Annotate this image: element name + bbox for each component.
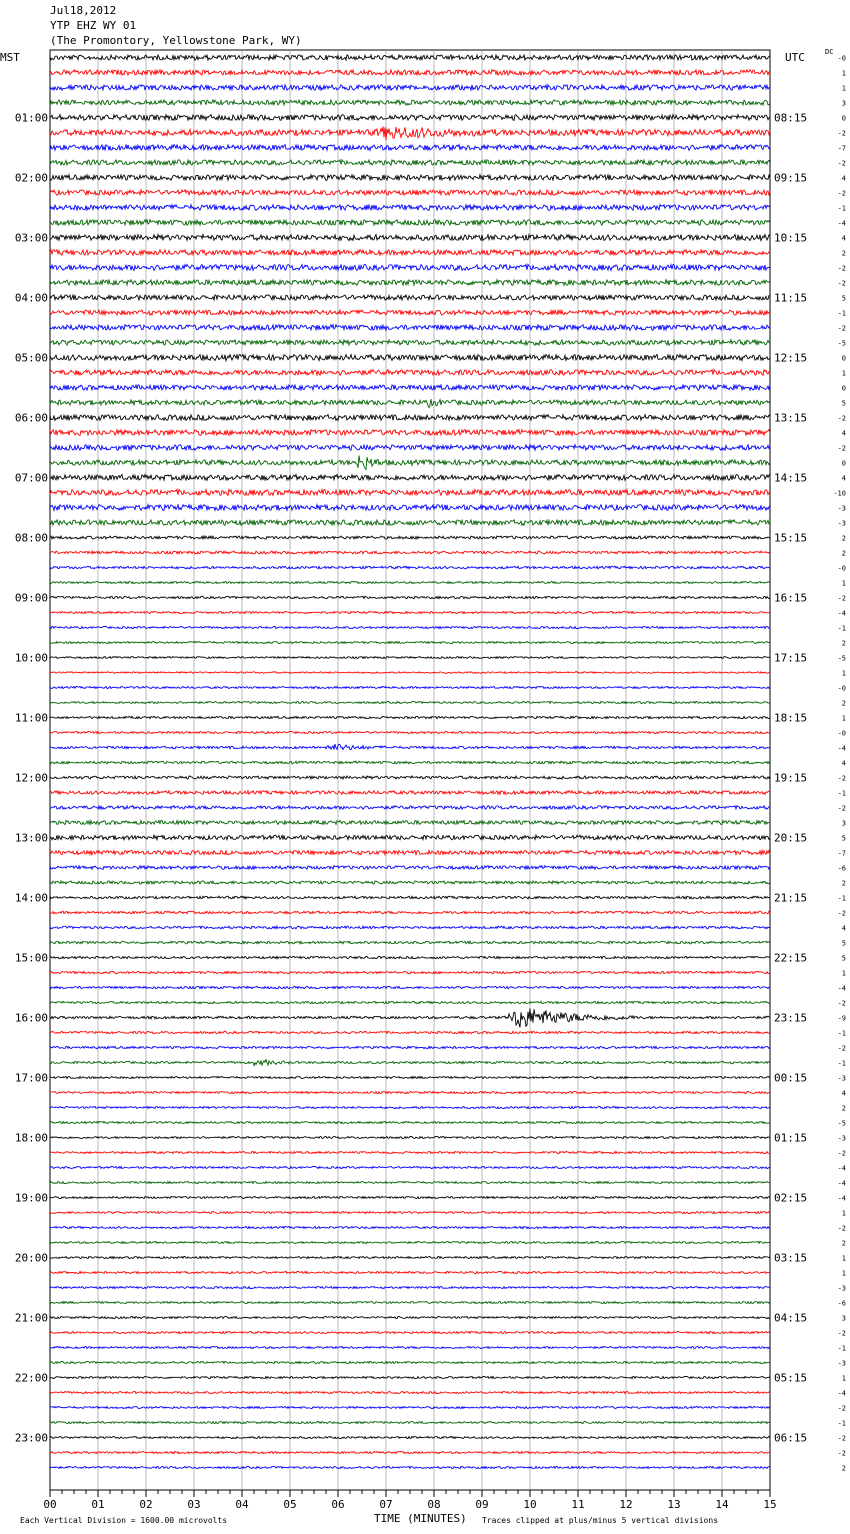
dc-offset-label: -0 — [837, 54, 846, 63]
trace-row-18 — [50, 325, 770, 330]
dc-offset-label: 5 — [841, 399, 846, 408]
mst-hour-label: 19:00 — [14, 1191, 48, 1205]
dc-offset-label: 1 — [841, 969, 846, 978]
header-station: YTP EHZ WY 01 — [50, 19, 137, 32]
dc-offset-label: -2 — [837, 774, 846, 783]
mst-hour-label: 18:00 — [14, 1131, 48, 1145]
trace-row-63 — [50, 1001, 770, 1003]
trace-row-28 — [50, 475, 770, 481]
trace-row-46 — [50, 744, 770, 750]
trace-row-85 — [50, 1331, 770, 1333]
trace-row-93 — [50, 1451, 770, 1453]
utc-hour-label: 19:15 — [774, 771, 808, 785]
dc-offset-label: -2 — [837, 1329, 846, 1338]
x-tick-label: 05 — [283, 1498, 297, 1511]
dc-offset-label: -0 — [837, 729, 846, 738]
dc-offset-label: 3 — [841, 1314, 846, 1323]
dc-offset-label: -1 — [837, 1344, 846, 1353]
trace-row-3 — [50, 100, 770, 105]
dc-offset-label: -1 — [837, 204, 846, 213]
trace-row-86 — [50, 1346, 770, 1348]
trace-row-47 — [50, 761, 770, 764]
dc-offset-label: -1 — [837, 1029, 846, 1038]
x-tick-label: 06 — [331, 1498, 345, 1511]
dc-offset-label: 5 — [841, 294, 846, 303]
mst-hour-label: 17:00 — [14, 1071, 48, 1085]
x-tick-label: 10 — [523, 1498, 537, 1511]
trace-row-67 — [50, 1060, 770, 1066]
dc-offset-label: -3 — [837, 1134, 846, 1143]
dc-offset-label: 3 — [841, 99, 846, 108]
dc-offset-label: -2 — [837, 129, 846, 138]
mst-hour-label: 11:00 — [14, 711, 48, 725]
dc-offset-label: 4 — [841, 429, 846, 438]
mst-hour-label: 16:00 — [14, 1011, 48, 1025]
mst-hour-label: 10:00 — [14, 651, 48, 665]
utc-hour-label: 00:15 — [774, 1071, 808, 1085]
dc-offset-label: -2 — [837, 1434, 846, 1443]
dc-offset-label: -2 — [837, 1224, 846, 1233]
trace-row-14 — [50, 264, 770, 270]
trace-row-16 — [50, 295, 770, 300]
dc-offset-label: -2 — [837, 279, 846, 288]
trace-row-42 — [50, 686, 770, 688]
trace-row-55 — [50, 881, 770, 884]
trace-row-87 — [50, 1361, 770, 1363]
x-tick-label: 01 — [91, 1498, 105, 1511]
x-tick-label: 11 — [571, 1498, 585, 1511]
dc-offset-label: -4 — [837, 1164, 846, 1173]
x-tick-label: 15 — [763, 1498, 777, 1511]
dc-offset-label: -4 — [837, 1179, 846, 1188]
x-tick-label: 14 — [715, 1498, 729, 1511]
trace-row-19 — [50, 340, 770, 345]
trace-row-6 — [50, 145, 770, 151]
dc-offset-label: 0 — [841, 384, 846, 393]
trace-row-77 — [50, 1211, 770, 1213]
trace-row-39 — [50, 641, 770, 643]
header-date: Jul18,2012 — [50, 4, 117, 17]
dc-offset-label: 3 — [841, 819, 846, 828]
trace-row-31 — [50, 520, 770, 525]
trace-row-35 — [50, 581, 770, 583]
dc-offset-label: -7 — [837, 144, 846, 153]
header-location: (The Promontory, Yellowstone Park, WY) — [50, 34, 302, 47]
dc-offset-label: -1 — [837, 624, 846, 633]
mst-hour-label: 02:00 — [14, 171, 48, 185]
trace-row-92 — [50, 1436, 770, 1438]
trace-row-84 — [50, 1316, 770, 1318]
dc-offset-label: -3 — [837, 1074, 846, 1083]
mst-hour-label: 05:00 — [14, 351, 48, 365]
trace-row-10 — [50, 205, 770, 211]
trace-row-11 — [50, 220, 770, 225]
dc-offset-label: 4 — [841, 174, 846, 183]
trace-row-43 — [50, 701, 770, 703]
dc-offset-label: 4 — [841, 474, 846, 483]
trace-row-41 — [50, 672, 770, 674]
x-tick-label: 13 — [667, 1498, 681, 1511]
mst-hour-label: 13:00 — [14, 831, 48, 845]
dc-offset-label: -2 — [837, 1404, 846, 1413]
trace-row-78 — [50, 1226, 770, 1228]
dc-offset-label: -2 — [837, 189, 846, 198]
trace-row-82 — [50, 1286, 770, 1288]
trace-row-22 — [50, 385, 770, 390]
mst-hour-label: 03:00 — [14, 231, 48, 245]
trace-row-33 — [50, 551, 770, 554]
dc-offset-label: -2 — [837, 804, 846, 813]
dc-offset-label: 2 — [841, 639, 846, 648]
mst-hour-label: 09:00 — [14, 591, 48, 605]
utc-hour-label: 09:15 — [774, 171, 808, 185]
dc-offset-label: 1 — [841, 579, 846, 588]
utc-hour-label: 02:15 — [774, 1191, 808, 1205]
dc-offset-label: 0 — [841, 459, 846, 468]
dc-offset-label: -2 — [837, 159, 846, 168]
utc-hour-label: 11:15 — [774, 291, 808, 305]
trace-row-73 — [50, 1151, 770, 1153]
dc-offset-label: 1 — [841, 1209, 846, 1218]
utc-axis-title: UTC — [785, 51, 805, 64]
x-tick-label: 08 — [427, 1498, 441, 1511]
mst-axis-title: MST — [0, 51, 20, 64]
mst-hour-label: 04:00 — [14, 291, 48, 305]
utc-hour-label: 04:15 — [774, 1311, 808, 1325]
trace-row-15 — [50, 280, 770, 286]
trace-row-89 — [50, 1391, 770, 1393]
trace-row-81 — [50, 1271, 770, 1273]
x-tick-label: 00 — [43, 1498, 57, 1511]
trace-row-94 — [50, 1466, 770, 1468]
dc-offset-label: -2 — [837, 264, 846, 273]
trace-row-23 — [50, 399, 770, 407]
utc-hour-label: 18:15 — [774, 711, 808, 725]
dc-offset-label: -1 — [837, 1059, 846, 1068]
trace-row-49 — [50, 791, 770, 795]
trace-row-37 — [50, 611, 770, 613]
trace-row-12 — [50, 234, 770, 240]
mst-hour-label: 14:00 — [14, 891, 48, 905]
mst-hour-label: 07:00 — [14, 471, 48, 485]
trace-row-74 — [50, 1166, 770, 1168]
dc-offset-label: -2 — [837, 444, 846, 453]
dc-offset-label: -2 — [837, 909, 846, 918]
dc-offset-label: 2 — [841, 879, 846, 888]
trace-row-57 — [50, 911, 770, 914]
mst-hour-label: 08:00 — [14, 531, 48, 545]
trace-row-65 — [50, 1031, 770, 1033]
trace-row-9 — [50, 190, 770, 195]
dc-offset-label: 1 — [841, 714, 846, 723]
dc-offset-label: 4 — [841, 924, 846, 933]
trace-row-83 — [50, 1301, 770, 1303]
x-tick-label: 09 — [475, 1498, 489, 1511]
trace-row-8 — [50, 175, 770, 181]
trace-row-50 — [50, 806, 770, 810]
dc-offset-label: -3 — [837, 519, 846, 528]
trace-row-52 — [50, 835, 770, 840]
trace-row-4 — [50, 115, 770, 121]
dc-offset-label: 2 — [841, 699, 846, 708]
dc-offset-label: 5 — [841, 939, 846, 948]
dc-offset-label: -4 — [837, 609, 846, 618]
dc-offset-label: 1 — [841, 84, 846, 93]
utc-hour-label: 13:15 — [774, 411, 808, 425]
dc-offset-label: -0 — [837, 564, 846, 573]
dc-offset-label: 1 — [841, 69, 846, 78]
dc-offset-label: -7 — [837, 849, 846, 858]
dc-offset-label: 5 — [841, 954, 846, 963]
dc-offset-label: -6 — [837, 1299, 846, 1308]
utc-hour-label: 16:15 — [774, 591, 808, 605]
trace-row-40 — [50, 657, 770, 659]
trace-row-69 — [50, 1091, 770, 1093]
trace-row-53 — [50, 850, 770, 854]
trace-row-90 — [50, 1406, 770, 1408]
dc-axis-title: DC — [825, 48, 834, 56]
dc-offset-label: 2 — [841, 1104, 846, 1113]
trace-row-66 — [50, 1046, 770, 1048]
dc-offset-label: -1 — [837, 789, 846, 798]
utc-hour-label: 20:15 — [774, 831, 808, 845]
trace-row-79 — [50, 1241, 770, 1243]
trace-row-59 — [50, 941, 770, 944]
trace-row-62 — [50, 986, 770, 988]
trace-row-51 — [50, 820, 770, 824]
x-axis-label: TIME (MINUTES) — [374, 1512, 467, 1525]
utc-hour-label: 15:15 — [774, 531, 808, 545]
mst-hour-label: 21:00 — [14, 1311, 48, 1325]
trace-row-20 — [50, 354, 770, 360]
x-tick-label: 07 — [379, 1498, 393, 1511]
trace-row-71 — [50, 1121, 770, 1123]
dc-offset-label: -4 — [837, 744, 846, 753]
trace-row-88 — [50, 1376, 770, 1378]
trace-row-44 — [50, 716, 770, 718]
dc-offset-label: -4 — [837, 1389, 846, 1398]
mst-hour-label: 22:00 — [14, 1371, 48, 1385]
utc-hour-label: 08:15 — [774, 111, 808, 125]
mst-hour-label: 12:00 — [14, 771, 48, 785]
trace-row-0 — [50, 55, 770, 60]
dc-offset-label: 1 — [841, 369, 846, 378]
dc-offset-label: 4 — [841, 759, 846, 768]
trace-row-58 — [50, 926, 770, 929]
trace-row-17 — [50, 310, 770, 315]
dc-offset-label: -6 — [837, 864, 846, 873]
utc-hour-label: 14:15 — [774, 471, 808, 485]
utc-hour-label: 05:15 — [774, 1371, 808, 1385]
mst-hour-label: 20:00 — [14, 1251, 48, 1265]
utc-hour-label: 01:15 — [774, 1131, 808, 1145]
dc-offset-label: -1 — [837, 309, 846, 318]
trace-row-91 — [50, 1421, 770, 1423]
dc-offset-label: 1 — [841, 1254, 846, 1263]
trace-row-68 — [50, 1076, 770, 1078]
trace-row-48 — [50, 776, 770, 779]
trace-row-26 — [50, 445, 770, 451]
dc-offset-label: -2 — [837, 999, 846, 1008]
dc-offset-label: -10 — [833, 489, 846, 498]
dc-offset-label: -5 — [837, 654, 846, 663]
trace-row-25 — [50, 430, 770, 436]
dc-offset-label: 1 — [841, 669, 846, 678]
dc-offset-label: 2 — [841, 534, 846, 543]
mst-hour-label: 06:00 — [14, 411, 48, 425]
dc-offset-label: 0 — [841, 354, 846, 363]
dc-offset-label: -4 — [837, 219, 846, 228]
x-tick-label: 02 — [139, 1498, 153, 1511]
trace-row-2 — [50, 85, 770, 90]
mst-hour-label: 01:00 — [14, 111, 48, 125]
scale-note: Each Vertical Division = 1600.00 microvolts — [20, 1516, 228, 1525]
trace-row-61 — [50, 971, 770, 973]
trace-row-13 — [50, 250, 770, 256]
utc-hour-label: 12:15 — [774, 351, 808, 365]
dc-offset-label: 0 — [841, 114, 846, 123]
trace-row-1 — [50, 70, 770, 75]
dc-offset-label: -4 — [837, 984, 846, 993]
trace-row-32 — [50, 536, 770, 539]
trace-row-45 — [50, 731, 770, 733]
trace-row-27 — [50, 456, 770, 470]
dc-offset-label: -3 — [837, 1284, 846, 1293]
trace-row-7 — [50, 160, 770, 165]
dc-offset-label: -0 — [837, 684, 846, 693]
dc-offset-label: -3 — [837, 504, 846, 513]
utc-hour-label: 10:15 — [774, 231, 808, 245]
trace-row-24 — [50, 415, 770, 421]
trace-row-38 — [50, 626, 770, 628]
utc-hour-label: 17:15 — [774, 651, 808, 665]
dc-offset-label: -5 — [837, 339, 846, 348]
dc-offset-label: -2 — [837, 324, 846, 333]
mst-hour-label: 15:00 — [14, 951, 48, 965]
dc-offset-label: 5 — [841, 834, 846, 843]
dc-offset-label: 4 — [841, 1089, 846, 1098]
dc-offset-label: 2 — [841, 249, 846, 258]
trace-row-76 — [50, 1196, 770, 1198]
dc-offset-label: -2 — [837, 1044, 846, 1053]
trace-row-54 — [50, 866, 770, 870]
dc-offset-label: -2 — [837, 1449, 846, 1458]
trace-row-34 — [50, 566, 770, 569]
trace-row-21 — [50, 370, 770, 376]
x-tick-label: 12 — [619, 1498, 633, 1511]
trace-row-60 — [50, 956, 770, 958]
dc-offset-label: -4 — [837, 1194, 846, 1203]
dc-offset-label: 2 — [841, 549, 846, 558]
trace-row-70 — [50, 1106, 770, 1108]
dc-offset-label: -3 — [837, 1359, 846, 1368]
trace-row-72 — [50, 1136, 770, 1138]
trace-row-64 — [50, 1008, 770, 1027]
dc-offset-label: -2 — [837, 414, 846, 423]
dc-offset-label: -5 — [837, 1119, 846, 1128]
x-tick-label: 03 — [187, 1498, 201, 1511]
x-tick-label: 04 — [235, 1498, 249, 1511]
utc-hour-label: 22:15 — [774, 951, 808, 965]
trace-row-80 — [50, 1256, 770, 1258]
dc-offset-label: 1 — [841, 1269, 846, 1278]
trace-row-75 — [50, 1181, 770, 1183]
dc-offset-label: -1 — [837, 894, 846, 903]
dc-offset-label: 2 — [841, 1464, 846, 1473]
dc-offset-label: -9 — [837, 1014, 846, 1023]
dc-offset-label: 2 — [841, 1239, 846, 1248]
dc-offset-label: 4 — [841, 234, 846, 243]
trace-row-29 — [50, 489, 770, 495]
trace-row-36 — [50, 596, 770, 598]
trace-row-30 — [50, 505, 770, 511]
utc-hour-label: 06:15 — [774, 1431, 808, 1445]
dc-offset-label: -2 — [837, 594, 846, 603]
dc-offset-label: 1 — [841, 1374, 846, 1383]
dc-offset-label: -1 — [837, 1419, 846, 1428]
utc-hour-label: 23:15 — [774, 1011, 808, 1025]
trace-row-56 — [50, 896, 770, 899]
clip-note: Traces clipped at plus/minus 5 vertical divisions — [482, 1516, 719, 1525]
utc-hour-label: 21:15 — [774, 891, 808, 905]
trace-row-5 — [50, 127, 770, 141]
mst-hour-label: 23:00 — [14, 1431, 48, 1445]
utc-hour-label: 03:15 — [774, 1251, 808, 1265]
dc-offset-label: -2 — [837, 1149, 846, 1158]
